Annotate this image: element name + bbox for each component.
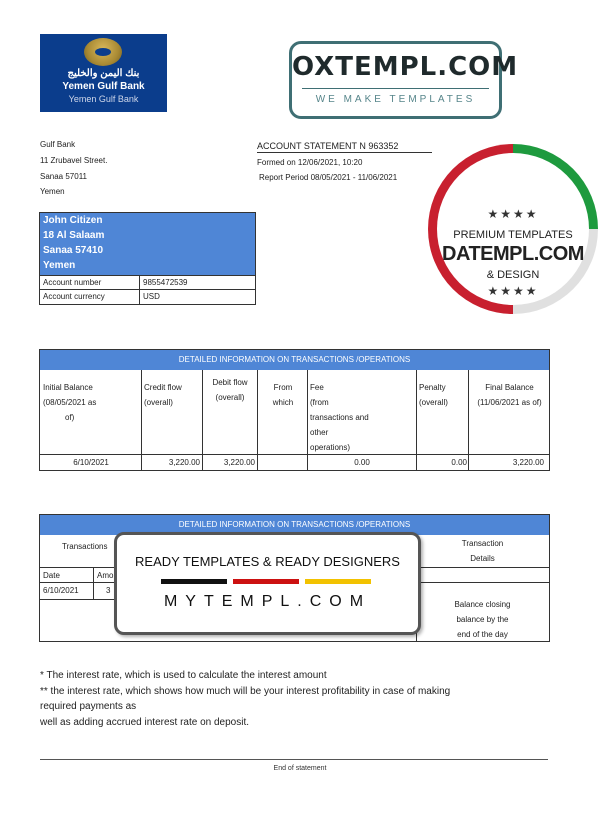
customer-name: John Citizen: [43, 215, 103, 226]
datempl-stars-bottom-icon: ★★★★: [487, 284, 539, 298]
account-currency-row: [40, 289, 255, 304]
bank-logo-arabic-name: بنك اليمن والخليج: [67, 68, 140, 79]
summary-col-credit-flow: Credit flow (overall): [144, 383, 182, 407]
datempl-name: DATEMPL.COM: [442, 243, 584, 265]
note-2: ** the interest rate, which shows how much will be your interest profitability in case of making: [40, 686, 451, 697]
bank-logo: [40, 34, 167, 112]
summary-row-credit: 3,220.00: [168, 458, 200, 467]
account-currency-label: Account currency: [43, 292, 105, 301]
summary-table-heading: DETAILED INFORMATION ON TRANSACTIONS /OPERATIONS: [40, 350, 549, 370]
summary-table: [39, 349, 550, 471]
detail-amount-label: Amo: [97, 571, 114, 580]
end-of-statement: End of statement: [273, 765, 327, 772]
summary-col-final-balance: Final Balance (11/06/2021 as of): [477, 383, 542, 407]
summary-row-debit: 3,220.00: [223, 458, 255, 467]
mytempl-title: READY TEMPLATES & READY DESIGNERS: [135, 554, 400, 569]
account-currency-value: USD: [143, 292, 160, 301]
detail-row-amount: 3: [106, 586, 111, 595]
customer-street: 18 Al Salaam: [43, 230, 105, 241]
account-number-value: 9855472539: [143, 278, 188, 287]
detail-transaction-details-label: Transaction Details: [461, 539, 504, 563]
summary-col-fee: Fee (from transactions and other operations): [310, 383, 369, 452]
customer-city: Sanaa 57410: [43, 245, 104, 256]
detail-table-heading: DETAILED INFORMATION ON TRANSACTIONS /OPERATIONS: [40, 515, 549, 535]
summary-col-debit-flow: Debit flow (overall): [212, 378, 248, 402]
statement-title: ACCOUNT STATEMENT N 963352: [257, 141, 399, 151]
customer-country: Yemen: [43, 260, 76, 271]
summary-row-date: 6/10/2021: [73, 458, 109, 467]
summary-row-final-balance: 3,220.00: [512, 458, 544, 467]
footer-divider: [40, 759, 548, 760]
oxtempl-divider: [302, 88, 489, 89]
note-3: required payments as: [40, 701, 137, 712]
note-4: well as adding accrued interest rate on deposit.: [40, 717, 250, 728]
statement-report-period: Report Period 08/05/2021 - 11/06/2021: [259, 173, 398, 182]
detail-row-date: 6/10/2021: [43, 586, 79, 595]
mytempl-bar-black: [161, 579, 227, 584]
bank-logo-english-name: Yemen Gulf Bank: [62, 81, 145, 92]
note-1: * The interest rate, which is used to calculate the interest amount: [40, 670, 327, 681]
summary-row-penalty: 0.00: [451, 458, 467, 467]
mytempl-bar-yellow: [305, 579, 371, 584]
sender-name: Gulf Bank: [40, 140, 76, 149]
customer-address-block: [40, 213, 255, 275]
oxtempl-subtitle: WE MAKE TEMPLATES: [315, 94, 476, 105]
statement-formed-date: Formed on 12/06/2021, 10:20: [257, 158, 363, 167]
detail-date-label: Date: [43, 571, 60, 580]
oxtempl-watermark: [289, 41, 519, 119]
summary-col-from-which: From which: [272, 383, 294, 407]
datempl-line2: & DESIGN: [486, 269, 540, 281]
sender-street: 11 Zrubavel Street.: [40, 156, 108, 165]
oxtempl-title: OXTEMPL.COM: [292, 52, 519, 82]
account-number-row: [40, 275, 255, 290]
detail-closing-label: Balance closing balance by the end of the day: [454, 600, 511, 639]
summary-row-fee: 0.00: [354, 458, 370, 467]
mytempl-watermark: [114, 532, 421, 635]
sender-country: Yemen: [40, 187, 65, 196]
customer-box: [39, 212, 256, 305]
detail-transactions-label: Transactions: [62, 542, 108, 551]
mytempl-bar-red: [233, 579, 299, 584]
datempl-line1: PREMIUM TEMPLATES: [453, 229, 573, 241]
bank-seal-icon: [84, 38, 122, 66]
bank-logo-subline: Yemen Gulf Bank: [68, 94, 139, 104]
sender-city: Sanaa 57011: [40, 172, 88, 181]
datempl-watermark: [428, 144, 598, 314]
mytempl-name: MYTEMPL.COM: [163, 593, 372, 610]
statement-title-underline: [257, 152, 432, 153]
summary-col-penalty: Penalty (overall): [419, 383, 448, 407]
summary-col-initial-balance: Initial Balance (08/05/2021 as of): [43, 383, 97, 422]
account-number-label: Account number: [43, 278, 102, 287]
datempl-stars-top-icon: ★★★★: [487, 207, 539, 221]
